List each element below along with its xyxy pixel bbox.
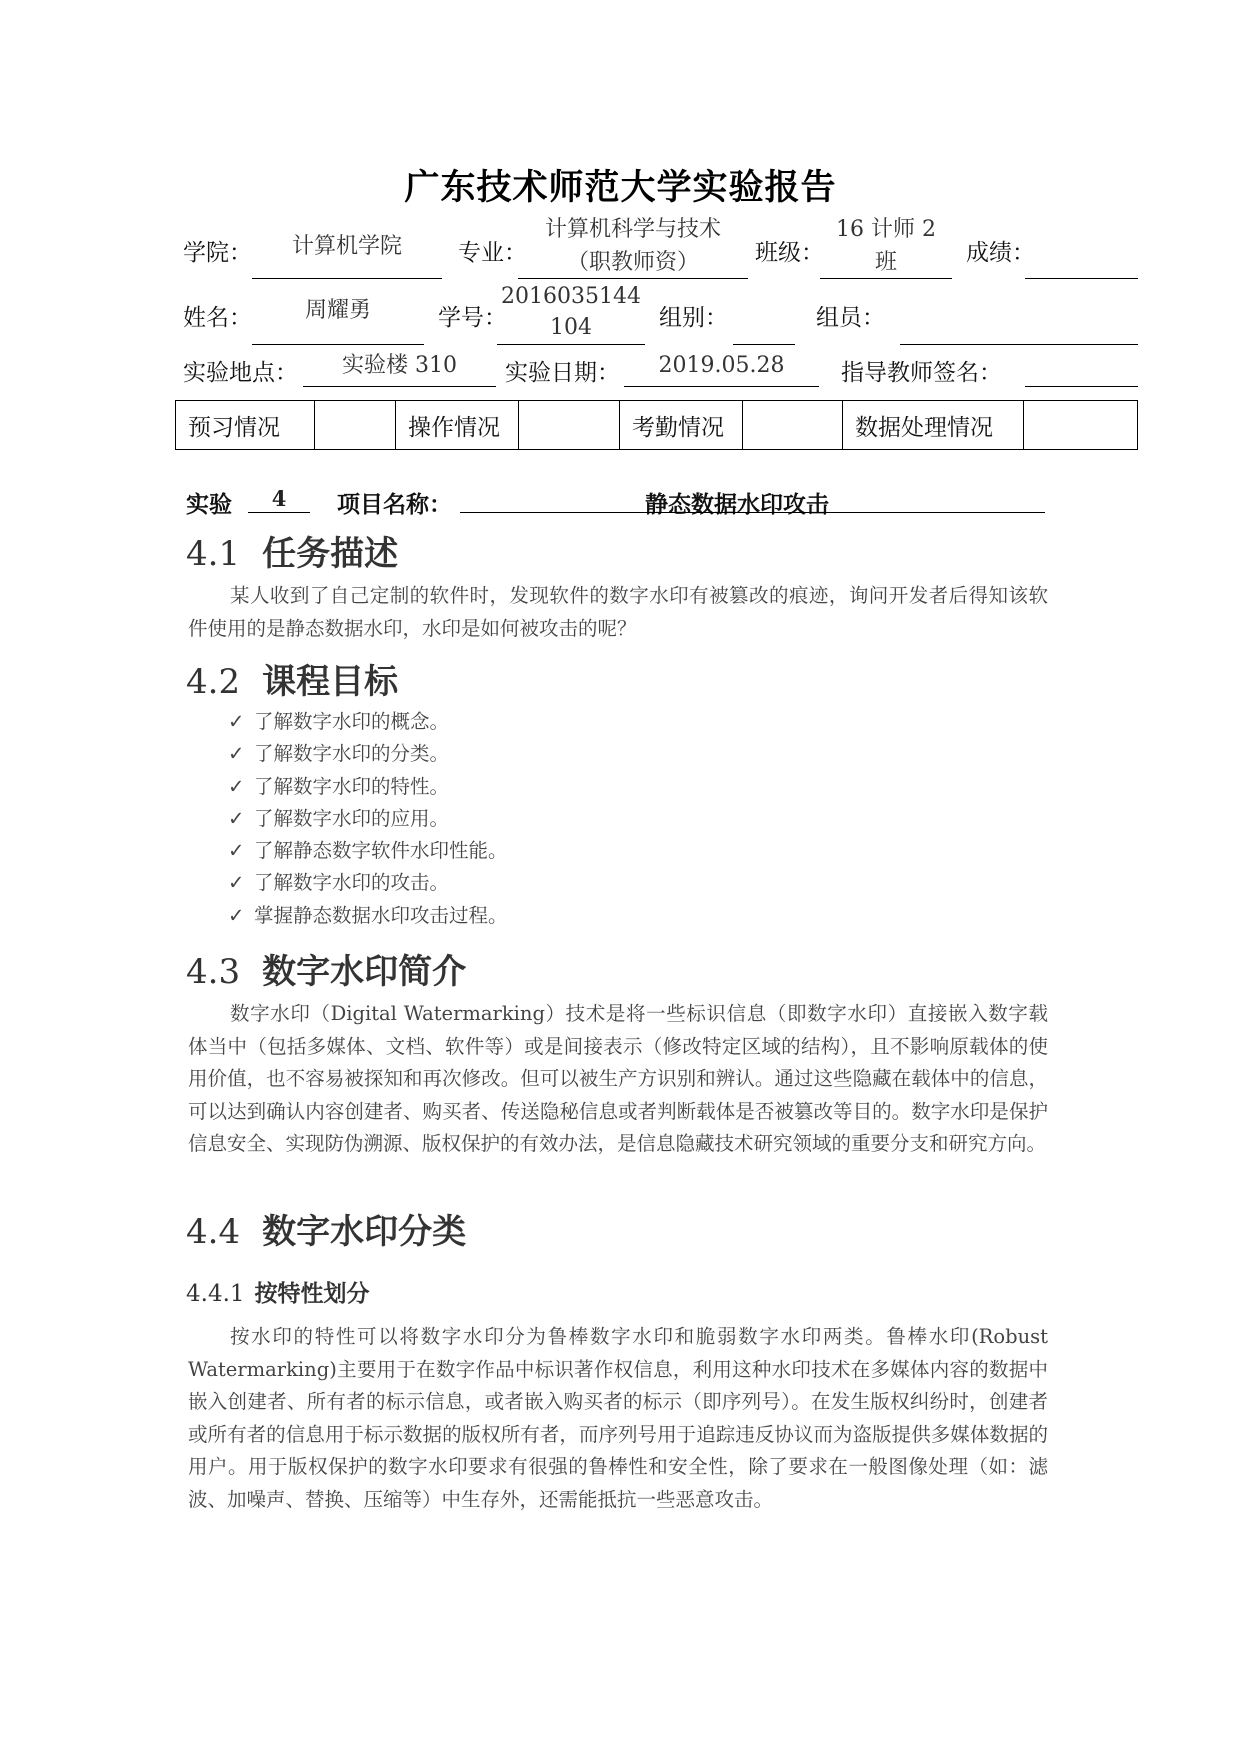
section-title: 课程目标 [262, 662, 399, 702]
goal-item: ✓ 了解数字水印的应用。 [228, 803, 508, 835]
college-value[interactable]: 计算机学院 [291, 234, 402, 259]
goal-item: ✓ 了解数字水印的特性。 [228, 771, 508, 803]
goal-item: ✓ 了解数字水印的概念。 [228, 706, 508, 738]
major-underline [518, 278, 748, 279]
name-value[interactable]: 周耀勇 [304, 298, 371, 323]
section-number: 4.1 [186, 534, 241, 574]
location-label: 实验地点： [183, 360, 298, 386]
section-4-2-heading [186, 654, 398, 703]
check-icon: ✓ [228, 871, 245, 895]
section-4-3-text: 数字水印（Digital Watermarking）技术是将一些标识信息（即数字水印）直接嵌入数字载体当中（包括多媒体、文档、软件等）或是间接表示（修改特定区域的结构），且不影响原载体的使用价值，也不容易被探知和再次修改。但可以被生产方识别和辨认。通过这些隐藏在载体中的信息，可以达到确认内容创建者、购买者、传送隐秘信息或者判断载体是否被篡改等目的。数字水印是保护信息安全、实现防伪溯源、版权保护的有效办法，是信息隐藏技术研究领域的重要分支和研究方向。 [188, 1002, 1048, 1155]
major-value-line2[interactable]: （职教师资） [566, 250, 699, 275]
status-cell-attendance: 考勤情况 [620, 401, 743, 450]
experiment-number-underline [248, 512, 310, 513]
status-cell-attendance-value[interactable] [743, 401, 843, 450]
members-underline[interactable] [900, 344, 1138, 345]
check-icon: ✓ [228, 903, 245, 927]
check-icon: ✓ [228, 806, 245, 830]
student-id-label: 学号： [438, 305, 507, 331]
date-value[interactable]: 2019.05.28 [658, 353, 785, 378]
section-title: 数字水印分类 [262, 1212, 467, 1252]
goal-item: ✓ 掌握静态数据水印攻击过程。 [228, 900, 508, 932]
name-underline [252, 344, 424, 345]
section-number: 4.3 [186, 952, 241, 992]
section-4-1-text: 某人收到了自己定制的软件时，发现软件的数字水印有被篡改的痕迹，询问开发者后得知该软件使用的是静态数据水印，水印是如何被攻击的呢？ [188, 584, 1048, 640]
check-icon: ✓ [228, 839, 245, 863]
group-label: 组别： [659, 305, 728, 331]
section-number: 4.2 [186, 662, 241, 702]
goal-item: ✓ 了解静态数字软件水印性能。 [228, 835, 508, 867]
check-icon: ✓ [228, 710, 245, 733]
student-id-line2[interactable]: 104 [550, 315, 592, 340]
college-label: 学院： [183, 240, 252, 266]
goal-item: ✓ 了解数字水印的攻击。 [228, 867, 508, 899]
goal-item: ✓ 了解数字水印的分类。 [228, 738, 508, 770]
members-label: 组员： [816, 305, 885, 331]
group-underline[interactable] [733, 344, 795, 345]
section-4-4-1-text: 按水印的特性可以将数字水印分为鲁棒数字水印和脆弱数字水印两类。鲁棒水印(Robust Watermarking)主要用于在数字作品中标识著作权信息，利用这种水印技术在多媒体内容的数据中嵌入创建者、所有者的标示信息，或者嵌入购买者的标示（即序列号）。在发生版权纠纷时，创建者或所有者的信息用于标示数据的版权所有者，而序列号用于追踪违反协议而为盗版提供多媒体数据的用户。用于版权保护的数字水印要求有很强的鲁棒性和安全性，除了要求在一般图像处理（如：滤波、加噪声、替换、压缩等）中生存外，还需能抵抗一些恶意攻击。 [188, 1325, 1048, 1511]
student-id-line1[interactable]: 2016035144 [501, 284, 641, 309]
section-4-3-heading [186, 944, 466, 993]
grade-underline[interactable] [1025, 278, 1138, 279]
project-name-underline [460, 512, 1045, 513]
report-title: 广东技术师范大学实验报告 [404, 168, 837, 208]
check-icon: ✓ [228, 742, 245, 766]
experiment-number: 4 [271, 486, 287, 511]
major-value-line1[interactable]: 计算机科学与技术 [544, 217, 721, 242]
section-number: 4.4.1 [186, 1281, 245, 1307]
date-label: 实验日期： [505, 360, 620, 386]
status-cell-preview: 预习情况 [176, 401, 315, 450]
goals-list [228, 706, 508, 932]
section-number: 4.4 [186, 1212, 241, 1252]
section-title: 任务描述 [262, 534, 399, 574]
status-cell-data-value[interactable] [1024, 401, 1138, 450]
location-value[interactable]: 实验楼 310 [342, 353, 457, 378]
project-label: 项目名称： [337, 492, 452, 518]
status-cell-preview-value[interactable] [315, 401, 396, 450]
name-label: 姓名： [183, 305, 252, 331]
status-cell-data: 数据处理情况 [843, 401, 1024, 450]
college-underline [252, 278, 442, 279]
student-id-underline [497, 344, 645, 345]
status-cell-operation: 操作情况 [396, 401, 519, 450]
class-label: 班级： [755, 240, 824, 266]
status-table [175, 400, 1138, 450]
class-underline [820, 278, 952, 279]
section-4-4-heading [186, 1204, 466, 1253]
section-title: 数字水印简介 [262, 952, 467, 992]
project-name: 静态数据水印攻击 [645, 492, 829, 518]
section-4-4-1-heading [186, 1275, 370, 1308]
class-value-line2[interactable]: 班 [874, 250, 897, 275]
date-underline [624, 386, 819, 387]
major-label: 专业： [458, 240, 527, 266]
location-underline [303, 386, 496, 387]
teacher-label: 指导教师签名： [841, 360, 1002, 386]
section-title: 按特性划分 [254, 1281, 370, 1307]
experiment-label: 实验 [186, 492, 232, 518]
teacher-underline[interactable] [1025, 386, 1138, 387]
class-value-line1[interactable]: 16 计师 2 [836, 217, 936, 242]
section-4-1-heading [186, 526, 398, 575]
grade-label: 成绩： [966, 240, 1035, 266]
check-icon: ✓ [228, 774, 245, 798]
status-cell-operation-value[interactable] [519, 401, 620, 450]
